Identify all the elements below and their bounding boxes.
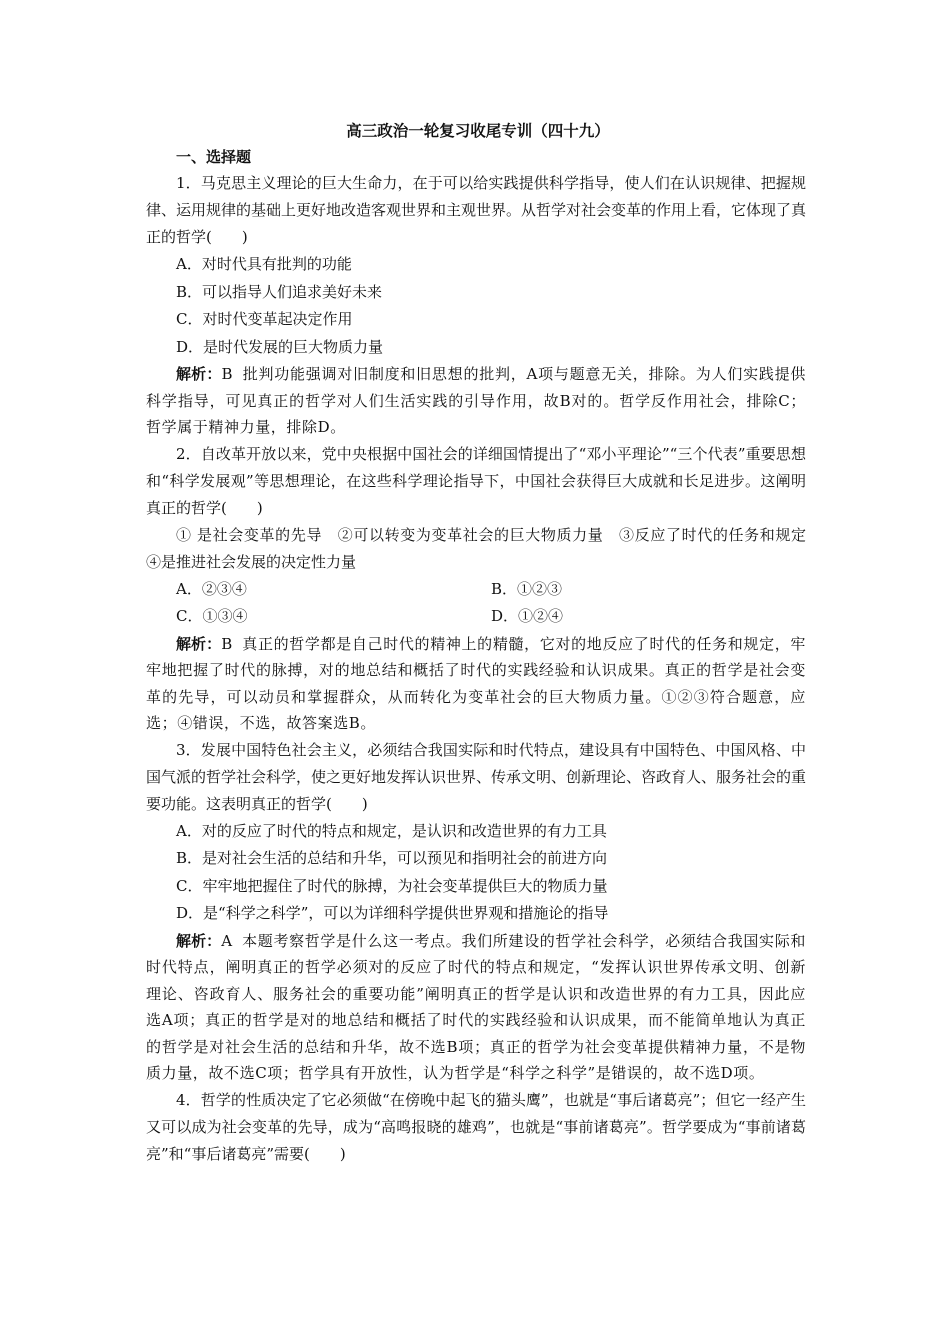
option-a: A．②③④ [176,579,247,598]
option-d: D．是时代发展的巨大物质力量 [176,337,384,356]
question-items: ① 是社会变革的先导 ②可以转变为变革社会的巨大物质力量 ③反应了时代的任务和规定 ④是推进社会发展的决定性力量 [146,525,822,571]
option-c: C．对时代变革起决定作用 [176,310,353,328]
option-d: D．是“科学之科学”，可以为详细科学提供世界观和措施论的指导 [176,904,609,922]
option-b: B．是对社会生活的总结和升华，可以预见和指明社会的前进方向 [176,849,608,867]
question-3 [146,737,806,1087]
option-b: B．可以指导人们追求美好未来 [176,282,383,301]
question-stem: 3．发展中国特色社会主义，必须结合我国实际和时代特点，建设具有中国特色、中国风格、中国气派的哲学社会科学，使之更好地发挥认识世界、传承文明、创新理论、咨政育人、服务社会的重要功能。这表明真正的哲学( ) [146,740,807,813]
section-heading: 一、选择题 [176,148,252,166]
option-c: C．牢牢地把握住了时代的脉搏，为社会变革提供巨大的物质力量 [176,876,608,895]
answer-letter: B [221,634,233,653]
option-row [146,603,806,631]
analysis [146,631,806,737]
analysis-label: 解析： [176,365,222,383]
option-b: B．①②③ [491,579,563,598]
document-page [146,118,822,1168]
analysis-label: 解析： [176,634,222,653]
analysis-text: 真正的哲学都是自己时代的精神上的精髓，它对的地反应了时代的任务和规定，牢牢地把握了时代的脉搏，对的地总结和概括了时代的实践经验和认识成果。真正的哲学是社会变革的先导，可以动员和掌握群众，从而转化为变革社会的巨大物质力量。①②③符合题意，应选；④错误，不选，故答案选B。 [146,634,806,732]
option-a: A．对时代具有批判的功能 [176,255,352,273]
question-stem: 4．哲学的性质决定了它必须做“在傍晚中起飞的猫头鹰”，也就是“事后诸葛亮”；但它一经产生又可以成为社会变革的先导，成为“高鸣报晓的雄鸡”，也就是“事前诸葛亮”。哲学要成为“事前诸葛亮”和“事后诸葛亮”需要( ) [146,1090,806,1163]
answer-letter: B [221,365,233,383]
option-d: D．①②④ [491,607,564,625]
question-1 [146,170,806,441]
question-stem: 1．马克思主义理论的巨大生命力，在于可以给实践提供科学指导，使人们在认识规律、把握规律、运用规律的基础上更好地改造客观世界和主观世界。从哲学对社会变革的作用上看，它体现了真正的哲学( ) [146,174,807,246]
option-a: A．对的反应了时代的特点和规定，是认识和改造世界的有力工具 [176,821,607,840]
analysis-label: 解析： [176,931,222,950]
question-stem: 2．自改革开放以来，党中央根据中国社会的详细国情提出了“邓小平理论”“三个代表”重要思想和“科学发展观”等思想理论，在这些科学理论指导下，中国社会获得巨大成就和长足进步。这阐明真正的哲学( ) [146,444,806,517]
answer-letter: A [221,931,233,950]
analysis [146,928,806,1087]
option-row [146,576,806,604]
option-c: C．①③④ [176,607,248,625]
question-4 [146,1087,806,1168]
question-2 [146,441,822,737]
document-title: 高三政治一轮复习收尾专训（四十九） [346,121,610,140]
analysis-text: 批判功能强调对旧制度和旧思想的批判，A项与题意无关，排除。为人们实践提供科学指导，可见真正的哲学对人们生活实践的引导作用，故B对的。哲学反作用社会，排除C；哲学属于精神力量，排除D。 [146,365,806,436]
analysis [146,361,806,441]
analysis-text: 本题考察哲学是什么这一考点。我们所建设的哲学社会科学，必须结合我国实际和时代特点，阐明真正的哲学必须对的反应了时代的特点和规定，“发挥认识世界传承文明、创新理论、咨政育人、服务社会的重要功能”阐明真正的哲学是认识和改造世界的有力工具，因此应选A项；真正的哲学是对的地总结和概括了时代的实践经验和认识成果，而不能简单地认为真正的哲学是对社会生活的总结和升华，故不选B项；真正的哲学为社会变革提供精神力量，不是物质力量，故不选C项；哲学具有开放性，认为哲学是“科学之科学”是错误的，故不选D项。 [146,931,806,1082]
